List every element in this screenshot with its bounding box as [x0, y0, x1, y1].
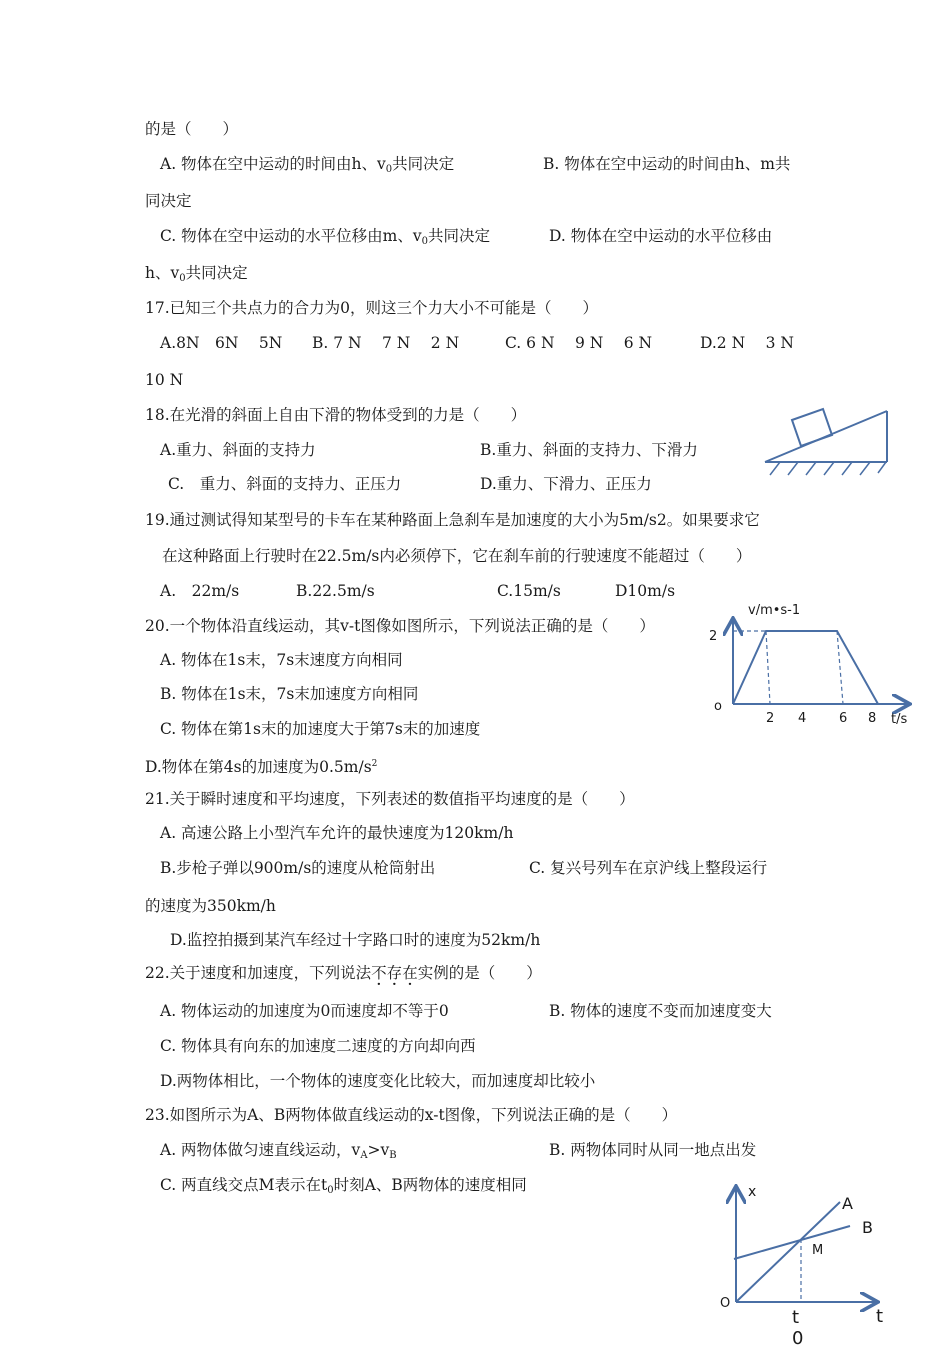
vt-x-tick-8: 8 — [868, 711, 877, 726]
xt-x-label: t — [876, 1306, 884, 1327]
xt-t0-t: t — [792, 1307, 800, 1328]
q22-option-d: D.两物体相比，一个物体的速度变化比较大，而加速度却比较小 — [160, 1072, 596, 1090]
q16-option-d: D. 物体在空中运动的水平位移由 — [549, 227, 773, 245]
xt-y-label: x — [748, 1184, 757, 1200]
q16-stem-tail: 的是（ ） — [145, 120, 239, 138]
xt-line-b — [734, 1226, 850, 1259]
q17-option-b: B. 7 N 7 N 2 N — [312, 334, 460, 352]
q16-option-b-cont: 同决定 — [145, 192, 192, 210]
vt-curve — [733, 631, 878, 704]
vt-graph — [700, 596, 920, 736]
q16-option-a: A. 物体在空中运动的时间由h、$v_0$共同决定 — [160, 155, 455, 175]
q19-option-a: A. 22m/s — [160, 582, 240, 600]
q19-stem: 19.通过测试得知某型号的卡车在某种路面上急刹车是加速度的大小为5m/s2。如果要求它 — [145, 511, 760, 529]
q17-option-d-cont: 10 N — [145, 371, 184, 389]
q16-option-d-cont: h、$v_0$共同决定 — [145, 264, 248, 284]
q23-option-a: A. 两物体做匀速直线运动，$v_A>v_B$ — [160, 1141, 397, 1161]
xt-t0-sub: 0 — [792, 1328, 804, 1346]
ground-hatching — [770, 462, 886, 475]
vt-origin: o — [714, 699, 722, 714]
vt-x-tick-4: 4 — [798, 711, 807, 726]
q17-option-c: C. 6 N 9 N 6 N — [505, 334, 653, 352]
xt-label-a: A — [842, 1194, 853, 1213]
q18-option-c: C. 重力、斜面的支持力、正压力 — [168, 475, 402, 493]
q20-option-a: A. 物体在1s末，7s末速度方向相同 — [160, 651, 403, 669]
q20-option-b: B. 物体在1s末，7s末加速度方向相同 — [160, 685, 419, 703]
q19-option-c: C.15m/s — [497, 582, 561, 600]
vt-y-tick-2: 2 — [709, 629, 718, 644]
q21-option-a: A. 高速公路上小型汽车允许的最快速度为120km/h — [160, 824, 514, 842]
q20-stem: 20.一个物体沿直线运动，其v-t图像如图所示，下列说法正确的是（ ） — [145, 617, 655, 635]
vt-x-tick-2: 2 — [766, 711, 775, 726]
xt-line-a — [736, 1202, 840, 1302]
q19-stem-cont: 在这种路面上行驶时在22.5m/s内必须停下，它在刹车前的行驶速度不能超过（ ） — [162, 547, 752, 565]
q18-option-b: B.重力、斜面的支持力、下滑力 — [480, 441, 698, 459]
q22-option-c: C. 物体具有向东的加速度二速度的方向却向西 — [160, 1037, 476, 1055]
incline-figure — [760, 400, 895, 480]
q22-option-b: B. 物体的速度不变而加速度变大 — [549, 1002, 772, 1020]
q20-option-d: D.物体在第4s的加速度为$0.5m/s^2$ — [145, 758, 378, 776]
q19-option-d: D10m/s — [615, 582, 676, 600]
xt-label-m: M — [812, 1243, 824, 1258]
vt-dashed-left — [766, 631, 770, 704]
q21-option-b: B.步枪子弹以900m/s的速度从枪筒射出 — [160, 859, 436, 877]
q23-stem: 23.如图所示为A、B两物体做直线运动的x-t图像，下列说法正确的是（ ） — [145, 1106, 678, 1124]
q17-option-a: A.8N 6N 5N — [160, 334, 283, 352]
q18-stem: 18.在光滑的斜面上自由下滑的物体受到的力是（ ） — [145, 406, 527, 424]
q20-option-c: C. 物体在第1s末的加速度大于第7s末的加速度 — [160, 720, 481, 738]
q22-option-a: A. 物体运动的加速度为0而速度却不等于0 — [160, 1002, 449, 1020]
q16-option-c: C. 物体在空中运动的水平位移由m、$v_0$共同决定 — [160, 227, 491, 247]
xt-origin: O — [720, 1296, 731, 1311]
q23-option-b: B. 两物体同时从同一地点出发 — [549, 1141, 757, 1159]
q21-option-d: D.监控拍摄到某汽车经过十字路口时的速度为52km/h — [170, 931, 541, 949]
vt-x-tick-6: 6 — [839, 711, 848, 726]
incline-block — [792, 409, 832, 446]
q18-option-a: A.重力、斜面的支持力 — [160, 441, 316, 459]
vt-y-label: v/m•s-1 — [748, 603, 801, 618]
q18-option-d: D.重力、下滑力、正压力 — [480, 475, 652, 493]
q21-option-c-cont: 的速度为350km/h — [145, 897, 276, 915]
q21-stem: 21.关于瞬时速度和平均速度，下列表述的数值指平均速度的是（ ） — [145, 790, 635, 808]
vt-x-label: t/s — [891, 712, 908, 727]
q17-stem: 17.已知三个共点力的合力为0，则这三个力大小不可能是（ ） — [145, 299, 599, 317]
q21-option-c: C. 复兴号列车在京沪线上整段运行 — [529, 859, 768, 877]
xt-label-b: B — [862, 1218, 873, 1237]
q23-option-c: C. 两直线交点M表示在$t_0$时刻A、B两物体的速度相同 — [160, 1176, 527, 1196]
q16-option-b: B. 物体在空中运动的时间由h、m共 — [543, 155, 791, 173]
q22-stem: 22.关于速度和加速度，下列说法不存在实例的是（ ） — [145, 964, 542, 982]
q19-option-b: B.22.5m/s — [296, 582, 375, 600]
q17-option-d: D.2 N 3 N — [700, 334, 794, 352]
xt-graph — [700, 1176, 900, 1346]
